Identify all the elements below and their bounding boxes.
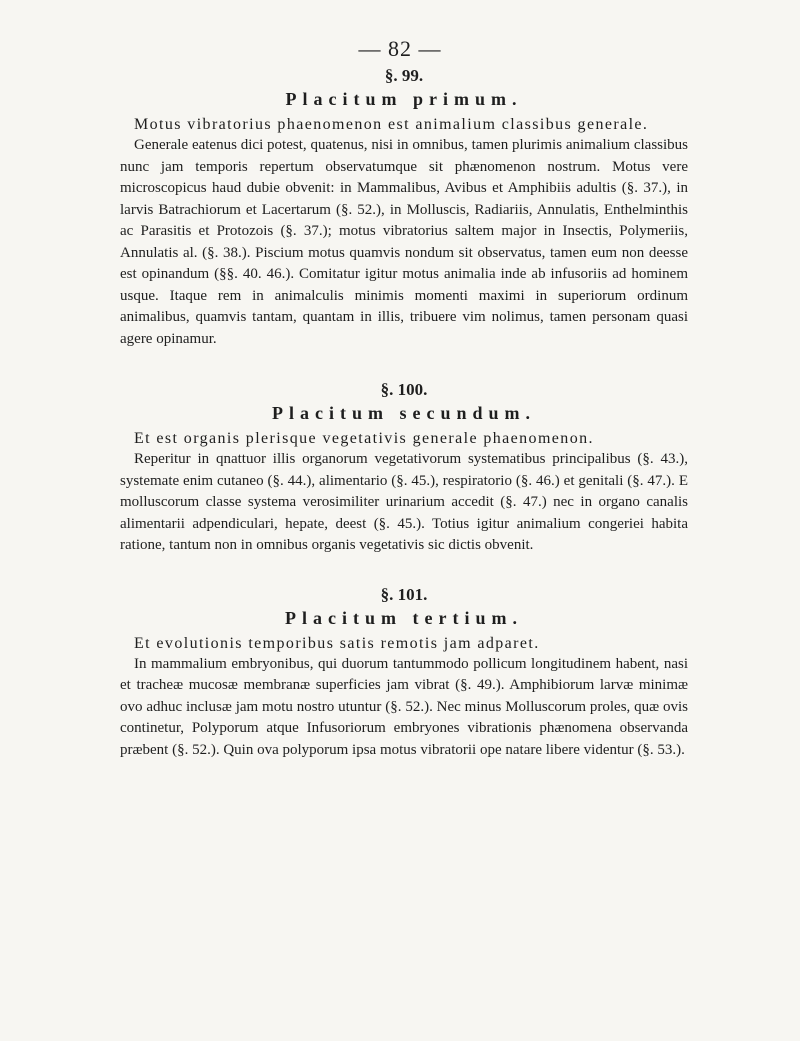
text-block bbox=[120, 66, 688, 761]
placitum-heading: Placitum secundum. bbox=[271, 403, 536, 423]
placitum-heading: Placitum primum. bbox=[285, 89, 523, 109]
section-99 bbox=[120, 66, 688, 350]
section-100 bbox=[120, 380, 688, 557]
spacer bbox=[120, 557, 688, 585]
section-number: §. 99. bbox=[384, 66, 424, 85]
section-paragraph: In mammalium embryonibus, qui duorum tantummodo pollicum longitudinem habent, nasi et tracheæ mucosæ membranæ superficies jam vibrat (§. 49.). Amphibiorum larvæ minimæ ovo adhuc inclusæ jam motu nostro utuntur (§. 52.). Nec minus Molluscorum proles, quæ ovis continetur, Polyporum atque Infusoriorum embryones vibrationis phænomena observanda præbent (§. 52.). Quin ova polyporum ipsa motus vibratorii ope natare libere videntur (§. 53.). bbox=[120, 655, 688, 758]
placitum-heading: Placitum tertium. bbox=[285, 607, 523, 628]
thesis-statement: Motus vibratorius phaenomenon est animalium classibus generale. bbox=[134, 116, 649, 133]
section-number: §. 100. bbox=[380, 380, 428, 399]
page-number: — 82 — bbox=[358, 36, 442, 61]
thesis-statement: Et evolutionis temporibus satis remotis jam adparet. bbox=[134, 634, 540, 652]
section-101 bbox=[120, 585, 688, 762]
spacer bbox=[120, 350, 688, 380]
section-paragraph: Generale eatenus dici potest, quatenus, nisi in omnibus, tamen plurimis animalium classibus nunc jam temporis repertum observatumque sit phænomenon nostrum. Motus vere microscopicus haud dubie obvenit: in Mammalibus, Avibus et Amphibiis adultis (§. 37.), in larvis Batrachiorum et Lacertarum (§. 52.), in Molluscis, Radiariis, Annulatis, Enthelminthis ac Parasitis et Protozois (§. 37.); motus vibratorius saltem major in Insectis, Polymeriis, Annulatis al. (§. 38.). Piscium motus quamvis nondum sit observatus, tamen eum non deesse est opinandum (§§. 40. 46.). Comitatur igitur motus animalia inde ab infusoriis ad hominem usque. Itaque rem in animalculis minimis momenti maximi in superiorum ordinum animalibus, quamvis tantam, quantam in illis, tribuere vim nolimus, tamen personam quasi agere opinamur. bbox=[120, 137, 688, 347]
section-number: §. 101. bbox=[380, 584, 428, 604]
section-paragraph: Reperitur in qnattuor illis organorum vegetativorum systematibus principalibus (§. 43.), systemate enim cutaneo (§. 44.), alimentario (§. 45.), respiratorio (§. 46.) et genitali (§. 47.). E molluscorum classe systema verosimiliter urinarium accedit (§. 47.) nec in organo canalis alimentarii adpendiculari, hepate, deest (§. 45.). Totius igitur animalium congeriei habita ratione, tantum non in omnibus organis vegetativis sic dictis obvenit. bbox=[120, 451, 688, 553]
thesis-statement: Et est organis plerisque vegetativis generale phaenomenon. bbox=[134, 430, 594, 447]
